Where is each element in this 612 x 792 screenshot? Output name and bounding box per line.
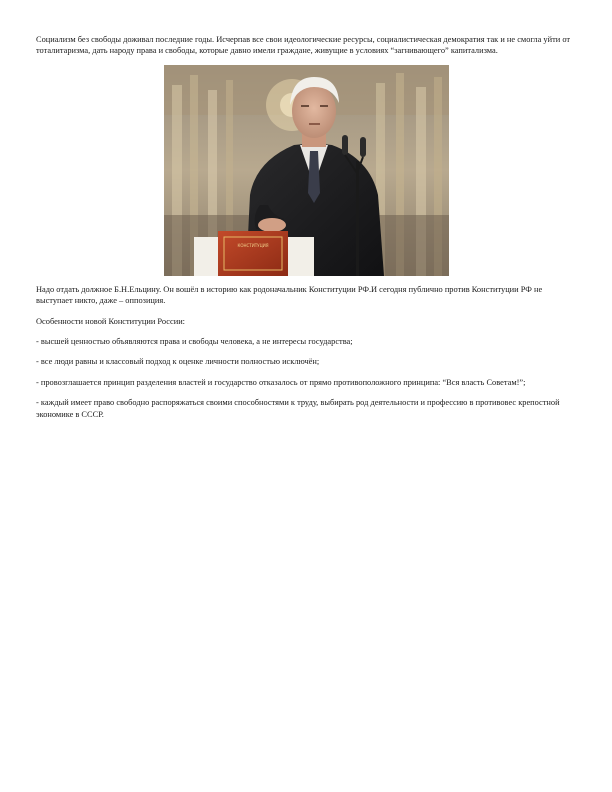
feature-item: - провозглашается принцип разделения властей и государство отказалось от прямо противоположного принципа: “Вся власть Советам!”; [36, 377, 526, 387]
book-cover-label: КОНСТИТУЦИЯ [237, 242, 269, 248]
document-page [36, 34, 578, 420]
feature-item: - все люди равны и классовый подход к оценке личности полностью исключён; [36, 357, 320, 367]
yeltsin-oath-photo [164, 65, 449, 276]
feature-item: - каждый имеет право свободно распоряжаться своими способностями к труду, выбирать род деятельности и профессию в противовес крепостной экономике в СССР. [36, 398, 560, 419]
feature-item: - высшей ценностью объявляются права и свободы человека, а не интересы государства; [36, 337, 353, 347]
features-heading: Особенности новой Конституции России: [36, 316, 186, 326]
yeltsin-paragraph: Надо отдать должное Б.Н.Ельцину. Он вошёл в историю как родоначальник Конституции РФ.И сегодня публично против Конституции РФ не выступает никто, даже – оппозиция. [36, 284, 543, 306]
intro-paragraph: Социализм без свободы доживал последние годы. Исчерпав все свои идеологические ресурсы, социалистическая демократия так и не смогла уйти от тоталитаризма, дать народу права и свободы, которые давно имели граждане, живущие в условиях “загнивающего” капитализма. [36, 35, 571, 56]
